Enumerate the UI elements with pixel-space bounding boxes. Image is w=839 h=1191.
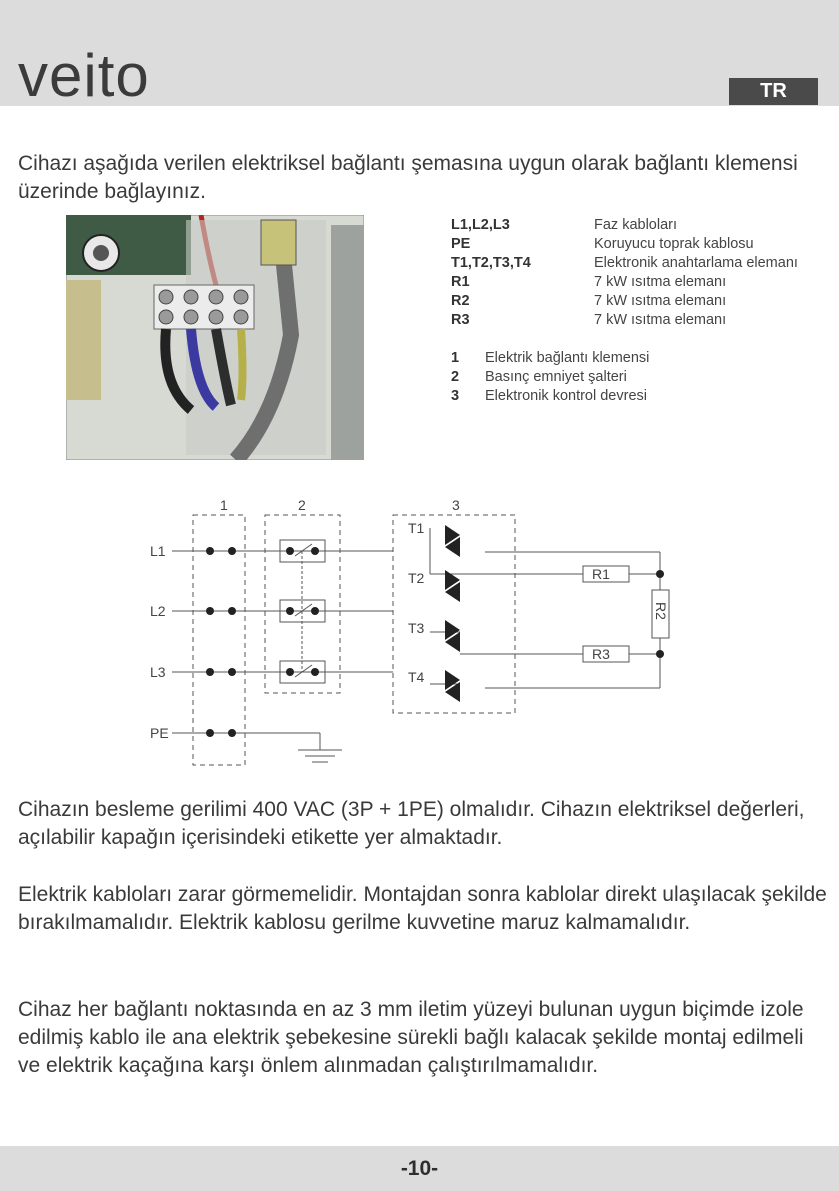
component-num: 2 <box>451 369 460 385</box>
legend-item <box>451 311 798 330</box>
component-desc: Elektrik bağlantı klemensi <box>485 350 650 366</box>
component-item <box>451 349 649 368</box>
language-badge: TR <box>729 78 818 105</box>
page-header <box>0 0 839 109</box>
resistor-label: R2 <box>653 602 669 620</box>
block-label: 1 <box>220 497 228 513</box>
page-footer <box>0 1146 839 1191</box>
line-label: PE <box>150 725 169 741</box>
resistor-label: R3 <box>592 646 610 662</box>
wiring-schematic <box>140 490 680 780</box>
component-desc: Elektronik kontrol devresi <box>485 388 647 404</box>
component-num: 3 <box>451 388 460 404</box>
legend-desc: Elektronik anahtarlama elemanı <box>594 255 798 271</box>
legend-desc: 7 kW ısıtma elemanı <box>594 274 727 290</box>
legend-item <box>451 235 798 254</box>
switch-label: T4 <box>408 669 425 685</box>
switch-label: T1 <box>408 520 425 536</box>
component-desc: Basınç emniyet şalteri <box>485 369 627 385</box>
intro-text: Cihazı aşağıda verilen elektriksel bağlantı şemasına uygun olarak bağlantı klemensi üzerinde bağlayınız. <box>18 152 798 203</box>
block-label: 2 <box>298 497 306 513</box>
legend-desc: 7 kW ısıtma elemanı <box>594 293 727 309</box>
switch-label: T3 <box>408 620 425 636</box>
line-label: L3 <box>150 664 166 680</box>
component-item <box>451 368 649 387</box>
legend-list <box>451 216 798 330</box>
legend-item <box>451 292 798 311</box>
paragraph-installation: Cihaz her bağlantı noktasında en az 3 mm iletim yüzeyi bulunan uygun biçimde izole edilmiş kablo ile ana elektrik şebekesine sürekli bağlı kalacak şekilde montaj edilmeli ve elektrik kaçağına karşı önlem alınmadan çalıştırılmamalıdır. <box>18 998 804 1077</box>
legend-desc: 7 kW ısıtma elemanı <box>594 312 727 328</box>
line-label: L2 <box>150 603 166 619</box>
legend-code: R2 <box>451 293 470 309</box>
component-item <box>451 387 649 406</box>
switch-label: T2 <box>408 570 425 586</box>
component-num: 1 <box>451 350 460 366</box>
resistor-label: R1 <box>592 566 610 582</box>
legend-item <box>451 216 798 235</box>
paragraph-supply: Cihazın besleme gerilimi 400 VAC (3P + 1PE) olmalıdır. Cihazın elektriksel değerleri, açılabilir kapağın içerisindeki etikette yer almaktadır. <box>18 798 805 849</box>
legend-code: R1 <box>451 274 470 290</box>
terminal-photo <box>66 215 364 460</box>
block-label: 3 <box>452 497 460 513</box>
page-number: -10- <box>400 1157 439 1180</box>
block-terminal <box>193 515 245 765</box>
component-list <box>451 349 649 406</box>
legend-item <box>451 273 798 292</box>
legend-code: R3 <box>451 312 470 328</box>
legend-code: PE <box>451 236 471 252</box>
legend-code: L1,L2,L3 <box>451 217 510 233</box>
line-label: L1 <box>150 543 166 559</box>
legend-desc: Faz kabloları <box>594 217 678 233</box>
paragraph-cables: Elektrik kabloları zarar görmemelidir. Montajdan sonra kablolar direkt ulaşılacak şekilde bırakılmamalıdır. Elektrik kablosu gerilme kuvvetine maruz kalmamalıdır. <box>18 883 827 934</box>
legend-code: T1,T2,T3,T4 <box>451 255 531 271</box>
legend-item <box>451 254 798 273</box>
brand-logo: veito <box>18 42 150 109</box>
legend-desc: Koruyucu toprak kablosu <box>594 236 754 252</box>
